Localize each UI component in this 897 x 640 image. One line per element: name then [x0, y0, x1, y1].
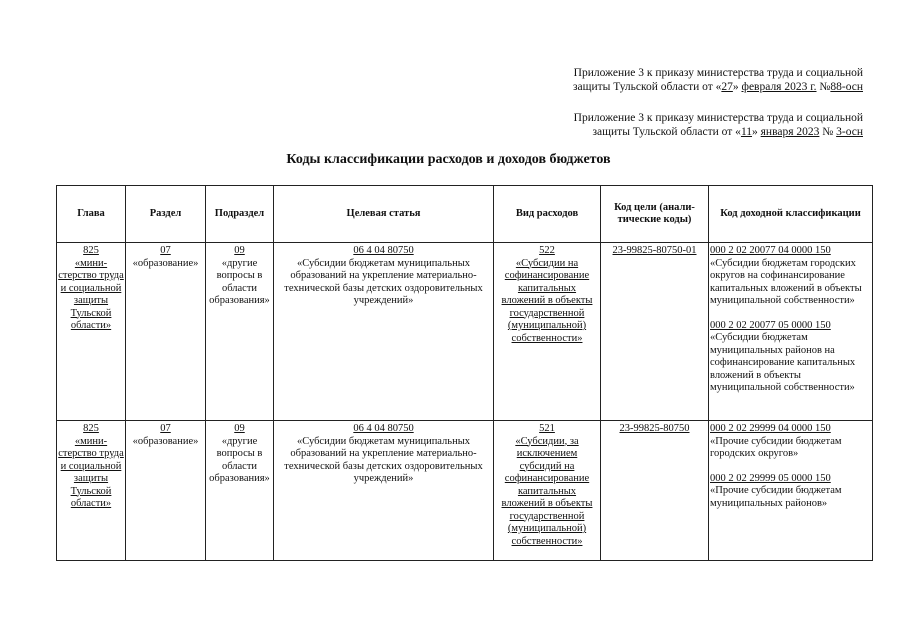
glava-code: 825 — [83, 423, 99, 434]
order-reference-header-2 — [574, 111, 863, 139]
vid-code: 521 — [539, 423, 555, 434]
header2-mid: » — [752, 126, 761, 138]
cell-statya — [274, 243, 494, 421]
cell-cel — [601, 421, 709, 561]
razdel-code: 07 — [160, 245, 171, 256]
col-header-glava: Глава — [57, 186, 126, 243]
dohod1-code: 000 2 02 29999 04 0000 150 — [710, 423, 831, 434]
glava-code: 825 — [83, 245, 99, 256]
cel-code: 23-99825-80750 — [619, 423, 690, 434]
razdel-text: «образование» — [132, 435, 199, 447]
razdel-code: 07 — [160, 423, 171, 434]
podrazdel-text: «другие вопросы в области образования» — [209, 257, 270, 306]
header1-line-a: Приложение 3 к приказу министерства труда и социальной — [573, 67, 863, 79]
cell-dohod — [709, 243, 873, 421]
header1-prefix: защиты Тульской области от « — [572, 81, 722, 93]
cell-vid — [494, 243, 601, 421]
header2-day: 11 — [740, 126, 753, 138]
cell-cel — [601, 243, 709, 421]
cell-vid — [494, 421, 601, 561]
cell-dohod — [709, 421, 873, 561]
cell-glava — [57, 243, 126, 421]
header1-line-b — [573, 80, 863, 94]
vid-text: «Субсидии на софинансирование капитальных вложений в объекты государственной (муниципальной) собственности» — [501, 257, 593, 344]
cell-razdel — [126, 243, 206, 421]
header2-line-a: Приложение 3 к приказу министерства труда и социальной — [573, 112, 863, 124]
header1-month: февраля 2023 г. — [741, 81, 817, 93]
statya-text: «Субсидии бюджетам муниципальных образований на укрепление материально-технической базы детских оздоровительных учреждений» — [284, 257, 483, 306]
header2-number: 3-осн — [836, 126, 863, 138]
header1-no: № — [816, 81, 831, 93]
dohod2-code: 000 2 02 29999 05 0000 150 — [710, 472, 831, 484]
cell-podrazdel — [206, 243, 274, 421]
document-title: Коды классификации расходов и доходов бюджетов — [286, 152, 611, 167]
podrazdel-text: «другие вопросы в области образования» — [209, 435, 270, 484]
header1-mid: » — [732, 81, 742, 93]
col-header-razdel: Раздел — [126, 186, 206, 243]
col-header-podrazdel: Подраздел — [206, 186, 274, 243]
order-reference-header-1 — [573, 66, 863, 94]
razdel-text: «образование» — [132, 257, 199, 269]
statya-code: 06 4 04 80750 — [353, 423, 414, 434]
header2-year: 2023 — [793, 126, 820, 138]
header2-line-b — [574, 125, 863, 139]
cell-statya — [274, 421, 494, 561]
dohod1-text: «Субсидии бюджетам городских округов на софинансирование капитальных вложений в объекты муниципальной собственности» — [710, 257, 862, 306]
dohod1-text: «Прочие субсидии бюджетам городских округов» — [710, 435, 842, 459]
header2-prefix: защиты Тульской области от « — [592, 126, 741, 138]
col-header-dohod: Код доходной классификации — [709, 186, 873, 243]
classification-table — [56, 185, 873, 561]
header1-day: 27 — [721, 81, 733, 93]
dohod2-text: «Прочие субсидии бюджетам муниципальных районов» — [710, 485, 842, 509]
statya-code: 06 4 04 80750 — [353, 245, 414, 256]
cell-podrazdel — [206, 421, 274, 561]
vid-text: «Субсидии, за исключением субсидий на софинансирование капитальных вложений в объекты государственной (муниципальной) собственности» — [501, 435, 593, 547]
vid-code: 522 — [539, 245, 555, 256]
cell-razdel — [126, 421, 206, 561]
dohod2-text: «Субсидии бюджетам муниципальных районов на софинансирование капитальных вложений в объекты муниципальной собственности» — [710, 332, 856, 393]
dohod2-code: 000 2 02 20077 05 0000 150 — [710, 319, 831, 331]
glava-text: «мини-стерство труда и социальной защиты Тульской области» — [58, 435, 124, 509]
statya-text: «Субсидии бюджетам муниципальных образований на укрепление материально-технической базы детских оздоровительных учреждений» — [284, 435, 483, 484]
dohod1-code: 000 2 02 20077 04 0000 150 — [710, 245, 831, 256]
table-row — [57, 243, 873, 421]
col-header-cel: Код цели (анали-тические коды) — [601, 186, 709, 243]
col-header-statya: Целевая статья — [274, 186, 494, 243]
table-row — [57, 421, 873, 561]
podrazdel-code: 09 — [234, 245, 245, 256]
header2-no: № — [819, 126, 837, 138]
table-header-row — [57, 186, 873, 243]
cel-code: 23-99825-80750-01 — [612, 245, 697, 256]
podrazdel-code: 09 — [234, 423, 245, 434]
header2-month: января — [760, 126, 794, 138]
header1-number: 88-осн — [830, 81, 863, 93]
col-header-vid: Вид расходов — [494, 186, 601, 243]
glava-text: «мини-стерство труда и социальной защиты Тульской области» — [58, 257, 124, 331]
cell-glava — [57, 421, 126, 561]
